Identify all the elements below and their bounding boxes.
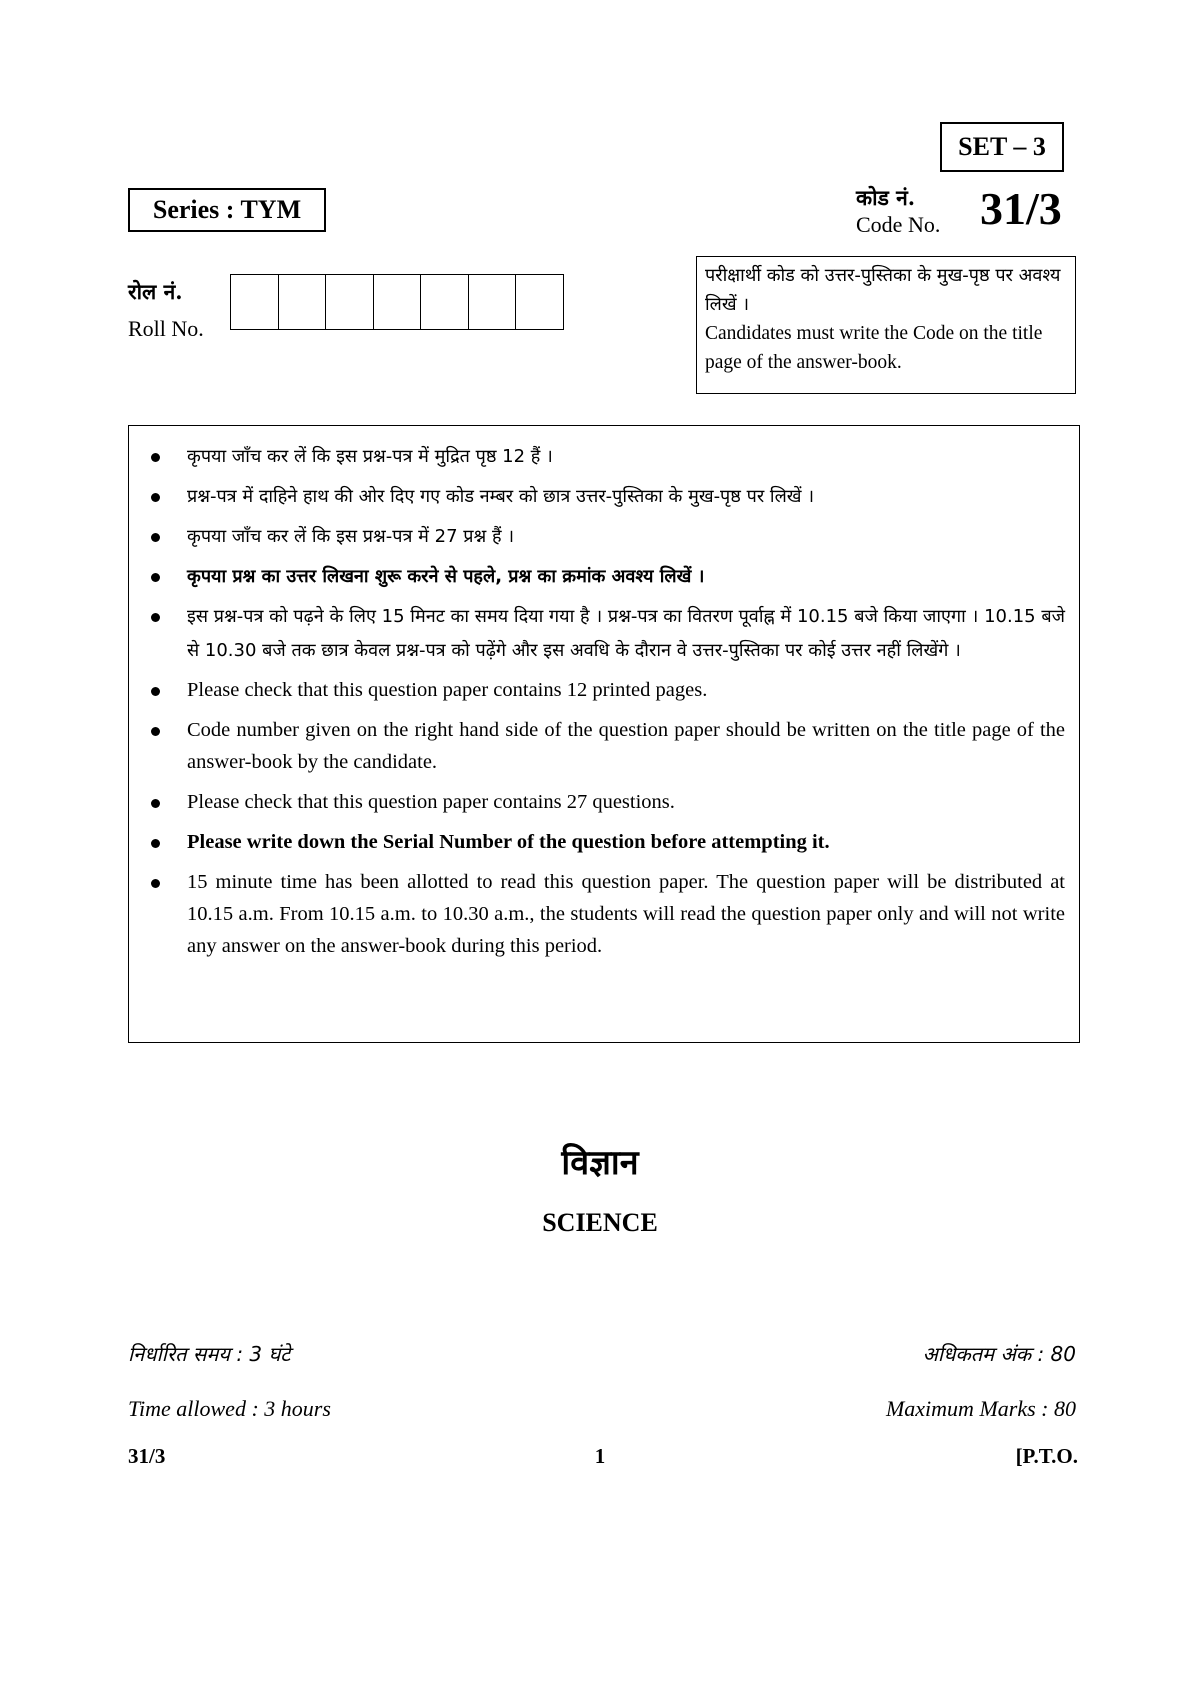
bullet-icon xyxy=(151,839,160,848)
roll-label: Roll No. xyxy=(128,316,204,341)
subject-title-hindi: विज्ञान xyxy=(561,1143,639,1183)
roll-digit-box[interactable] xyxy=(279,275,327,329)
bullet-icon xyxy=(151,493,160,502)
code-number: 31/3 xyxy=(980,183,1062,234)
roll-digit-box[interactable] xyxy=(469,275,517,329)
code-label: Code No. xyxy=(856,212,941,237)
code-note-hindi: परीक्षार्थी कोड को उत्तर-पुस्तिका के मुख-पृष्ठ पर अवश्य लिखें । xyxy=(705,265,1061,315)
instruction-item: प्रश्न-पत्र में दाहिने हाथ की ओर दिए गए कोड नम्बर को छात्र उत्तर-पुस्तिका के मुख-पृष्ठ पर लिखें । xyxy=(149,480,1065,514)
set-badge: SET – 3 xyxy=(940,122,1064,172)
instruction-item: Please check that this question paper contains 12 printed pages. xyxy=(149,674,1065,706)
instruction-item: Please check that this question paper contains 27 questions. xyxy=(149,786,1065,818)
maximum-marks-hindi: अधिकतम अंक : 80 xyxy=(922,1342,1076,1366)
bullet-icon xyxy=(151,453,160,462)
bullet-icon xyxy=(151,727,160,736)
time-allowed-hindi: निर्धारित समय : 3 घंटे xyxy=(128,1342,291,1366)
instruction-item: Please write down the Serial Number of the question before attempting it. xyxy=(149,826,1065,858)
roll-digit-box[interactable] xyxy=(374,275,422,329)
bullet-icon xyxy=(151,573,160,582)
bullet-icon xyxy=(151,687,160,696)
page-number: 1 xyxy=(594,1444,606,1468)
roll-digit-box[interactable] xyxy=(516,275,564,329)
roll-digit-box[interactable] xyxy=(231,275,279,329)
series-badge: Series : TYM xyxy=(128,188,326,232)
instruction-item: कृपया जाँच कर लें कि इस प्रश्न-पत्र में 27 प्रश्न हैं । xyxy=(149,520,1065,554)
roll-digit-box[interactable] xyxy=(326,275,374,329)
roll-digit-box[interactable] xyxy=(421,275,469,329)
instruction-item: इस प्रश्न-पत्र को पढ़ने के लिए 15 मिनट का समय दिया गया है । प्रश्न-पत्र का वितरण पूर्वाह्न में 10.15 बजे किया जाएगा । 10.15 बजे से 10.30 बजे तक छात्र केवल प्रश्न-पत्र को पढ़ेंगे और इस अवधि के दौरान वे उत्तर-पुस्तिका पर कोई उत्तर नहीं लिखेंगे । xyxy=(149,600,1065,668)
instructions-box xyxy=(128,425,1080,1043)
maximum-marks: Maximum Marks : 80 xyxy=(885,1396,1076,1421)
code-instruction-note xyxy=(696,256,1076,394)
bullet-icon xyxy=(151,613,160,622)
instruction-item: कृपया जाँच कर लें कि इस प्रश्न-पत्र में मुद्रित पृष्ठ 12 हैं । xyxy=(149,440,1065,474)
instruction-item: Code number given on the right hand side of the question paper should be written on the title page of the answer-book by the candidate. xyxy=(149,714,1065,778)
bullet-icon xyxy=(151,879,160,888)
subject-title: SCIENCE xyxy=(542,1208,658,1237)
roll-label-hindi: रोल नं. xyxy=(128,279,183,304)
roll-number-boxes[interactable] xyxy=(230,274,564,330)
instruction-item: कृपया प्रश्न का उत्तर लिखना शुरू करने से पहले, प्रश्न का क्रमांक अवश्य लिखें । xyxy=(149,560,1065,594)
time-allowed: Time allowed : 3 hours xyxy=(128,1396,331,1421)
instruction-item: 15 minute time has been allotted to read this question paper. The question paper will be distributed at 10.15 a.m. From 10.15 a.m. to 10.30 a.m., the students will read the question paper only and will not write any answer on the answer-book during this period. xyxy=(149,866,1065,962)
code-note-english: Candidates must write the Code on the title page of the answer-book. xyxy=(705,323,1043,373)
footer-code: 31/3 xyxy=(128,1444,166,1468)
code-label-hindi: कोड नं. xyxy=(856,185,916,210)
bullet-icon xyxy=(151,799,160,808)
bullet-icon xyxy=(151,533,160,542)
pto-label: [P.T.O. xyxy=(1015,1444,1078,1468)
